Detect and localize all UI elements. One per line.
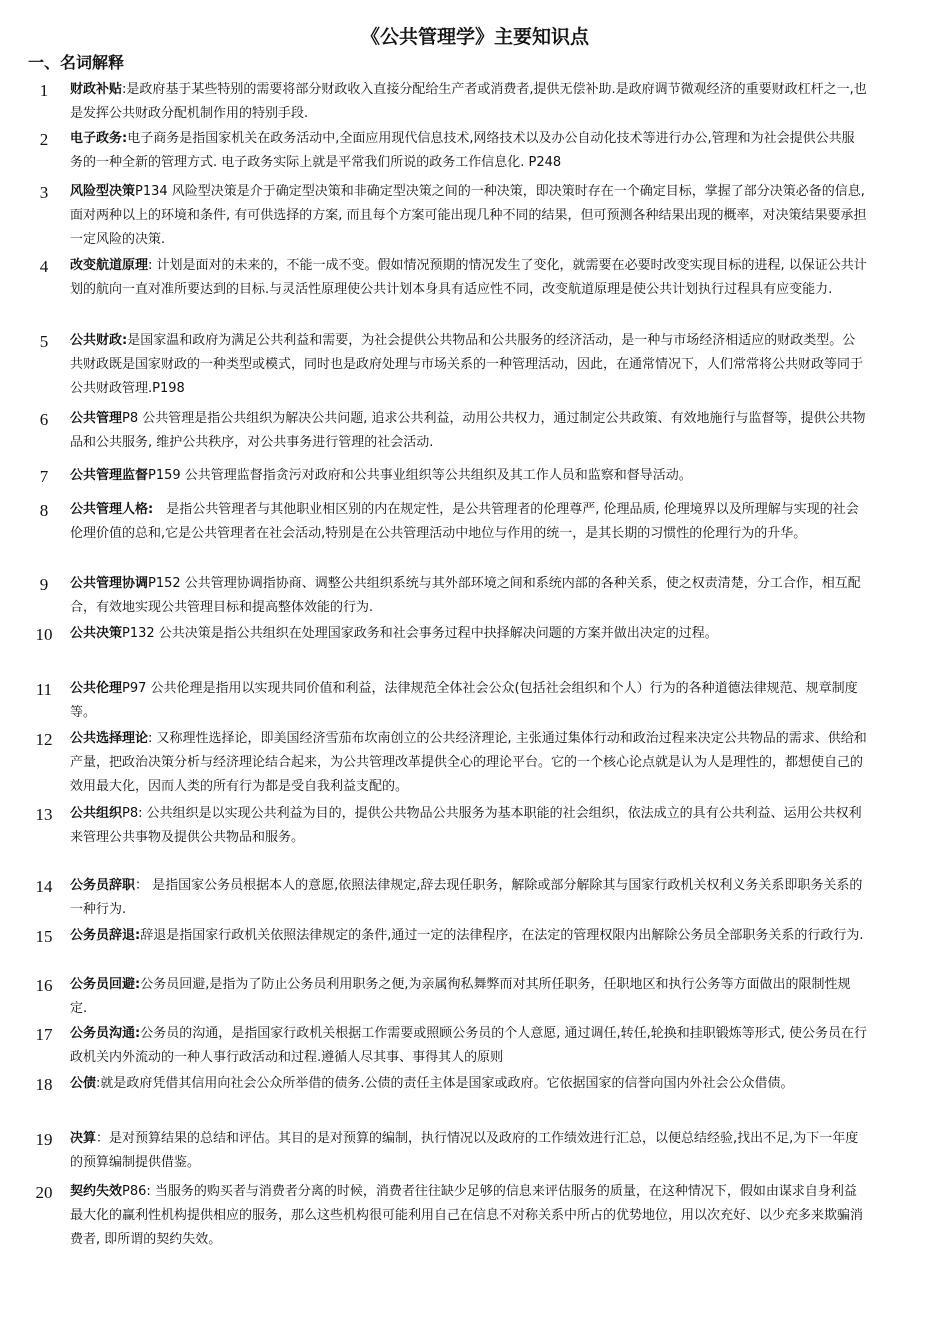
entry-number: 13 — [35, 805, 53, 824]
document-title: 《公共管理学》主要知识点 — [360, 26, 589, 48]
entry-number: 8 — [39, 501, 49, 520]
entry-term: 风险型决策 — [70, 184, 136, 199]
entry-text: 电子商务是指国家机关在政务活动中,全面应用现代信息技术,网络技术以及办公自动化技术等进行办公,管理和为社会提供公共服务的一种全新的管理方式. 电子政务实际上就是平常我们所说的政务工作信息化. P248 — [70, 131, 855, 170]
entry-number: 12 — [35, 730, 53, 749]
entry-term: 契约失效 — [70, 1184, 123, 1199]
entry-number: 14 — [35, 877, 53, 896]
entry-number: 20 — [35, 1183, 53, 1202]
entry-term: 公共选择理论 — [70, 731, 149, 746]
entry-text: P132 公共决策是指公共组织在处理国家政务和社会事务过程中抉择解决问题的方案并做出决定的过程。 — [122, 626, 718, 641]
entry-term: 改变航道原理 — [70, 258, 149, 273]
entry-term: 公共管理协调 — [70, 576, 149, 591]
entry-number: 16 — [35, 976, 53, 995]
entry-number: 4 — [39, 257, 49, 276]
entry-text: P8: 公共组织是以实现公共利益为目的，提供公共物品公共服务为基本职能的社会组织，依法成立的具有公共利益、运用公共权利来管理公共事物及提供公共物品和服务。 — [70, 806, 862, 845]
entry-term: 公务员回避: — [70, 977, 141, 992]
entry-text: 是指公共管理者与其他职业相区别的内在规定性，是公共管理者的伦理尊严, 伦理品质, 伦理境界以及所理解与实现的社会伦理价值的总和,它是公共管理者在社会活动,特别是在公共管理活动中地位与作用的统一，是其长期的习惯性的伦理行为的升华。 — [70, 502, 859, 541]
entry-number: 7 — [39, 467, 49, 486]
entry-term: 公共决策 — [70, 626, 123, 641]
entry-term: 公共伦理 — [70, 681, 123, 696]
entry-number: 9 — [39, 575, 49, 594]
entry-number: 17 — [35, 1025, 53, 1044]
entry-term: 公务员沟通: — [70, 1026, 141, 1041]
entry-text: :是政府基于某些特别的需要将部分财政收入直接分配给生产者或消费者,提供无偿补助.是政府调节微观经济的重要财政杠杆之一,也是发挥公共财政分配机制作用的特别手段. — [70, 82, 867, 121]
entry-term: 公务员辞职 — [70, 878, 136, 893]
entry-term: 公共管理人格: — [70, 502, 154, 517]
entry-number: 11 — [35, 680, 53, 699]
entry-text: : 又称理性选择论，即美国经济雪茄布坎南创立的公共经济理论, 主张通过集体行动和政治过程来决定公共物品的需求、供给和产量，把政治决策分析与经济理论结合起来，为公共管理改革提供全心的理论平台。它的一个核心论点就是认为人是理性的，都想使自己的效用最大化，因而人类的所有行为都是受自我利益支配的。 — [70, 731, 867, 794]
entry-text: 辞退是指国家行政机关依照法律规定的条件,通过一定的法律程序，在法定的管理权限内出解除公务员全部职务关系的行政行为. — [140, 928, 864, 943]
entry-term: 公共财政: — [70, 333, 128, 348]
entry-term: 公务员辞退: — [70, 928, 141, 943]
entry-number: 2 — [39, 130, 49, 149]
entry-text: ： 是指国家公务员根据本人的意愿,依照法律规定,辞去现任职务，解除或部分解除其与国家行政机关权利义务关系即职务关系的一种行为. — [70, 878, 863, 917]
entry-term: 公债 — [70, 1076, 97, 1091]
entry-term: 公共管理 — [70, 411, 123, 426]
entry-term: 公共管理监督 — [70, 468, 149, 483]
entry-text: P8 公共管理是指公共组织为解决公共问题, 追求公共利益，动用公共权力，通过制定公共政策、有效地施行与监督等，提供公共物品和公共服务, 维护公共秩序，对公共事务进行管理的社会活动. — [70, 411, 866, 450]
entry-text: P86: 当服务的购买者与消费者分离的时候，消费者往往缺少足够的信息来评估服务的质量，在这种情况下，假如由谋求自身利益最大化的赢利性机构提供相应的服务，那么这些机构很可能利用自己在信息不对称关系中所占的优势地位，用以次充好、以少充多来欺骗消费者, 即所谓的契约失效。 — [70, 1184, 864, 1247]
entry-text: ：是对预算结果的总结和评估。其目的是对预算的编制，执行情况以及政府的工作绩效进行汇总，以便总结经验,找出不足,为下一年度的预算编制提供借鉴。 — [70, 1131, 859, 1170]
entry-text: :就是政府凭借其信用向社会公众所举借的债务.公债的责任主体是国家或政府。它依据国家的信誉向国内外社会公众借债。 — [96, 1076, 794, 1091]
entry-term: 财政补贴 — [70, 82, 123, 97]
entry-number: 3 — [39, 183, 49, 202]
entry-term: 电子政务: — [70, 131, 128, 146]
entry-text: 是国家温和政府为满足公共利益和需要，为社会提供公共物品和公共服务的经济活动，是一种与市场经济相适应的财政类型。公共财政既是国家财政的一种类型或模式，同时也是政府处理与市场关系的一种管理活动，因此，在通常情况下，人们常常将公共财政等同于公共财政管理.P198 — [70, 333, 864, 396]
entry-text: P97 公共伦理是指用以实现共同价值和利益，法律规范全体社会公众(包括社会组织和个人）行为的各种道德法律规范、规章制度等。 — [70, 681, 858, 720]
section-heading: 一、名词解释 — [28, 53, 125, 72]
entry-text: 公务员的沟通，是指国家行政机关根据工作需要或照顾公务员的个人意愿, 通过调任,转任,轮换和挂职锻炼等形式, 使公务员在行政机关内外流动的一种人事行政活动和过程.遵循人尽其事、事得其人的原则 — [70, 1026, 867, 1065]
entry-text: : 计划是面对的未来的，不能一成不变。假如情况预期的情况发生了变化，就需要在必要时改变实现目标的进程, 以保证公共计划的航向一直对准所要达到的目标.与灵活性原理使公共计划本身具有适应性不同，改变航道原理是使公共计划执行过程具有应变能力. — [70, 258, 867, 297]
entry-number: 6 — [39, 410, 49, 429]
entry-text: 公务员回避,是指为了防止公务员利用职务之便,为亲属徇私舞弊而对其所任职务，任职地区和执行公务等方面做出的限制性规定. — [70, 977, 851, 1016]
entry-number: 5 — [39, 332, 49, 351]
entry-text: P152 公共管理协调指协商、调整公共组织系统与其外部环境之间和系统内部的各种关系，使之权责清楚，分工合作，相互配合，有效地实现公共管理目标和提高整体效能的行为. — [70, 576, 861, 615]
entry-text: P134 风险型决策是介于确定型决策和非确定型决策之间的一种决策，即决策时存在一个确定目标，掌握了部分决策必备的信息, 面对两种以上的环境和条件, 有可供选择的方案, 而且每个方案可能出现几种不同的结果，但可预测各种结果出现的概率，对决策结果要承担一定风险的决策. — [70, 184, 867, 247]
entry-number: 10 — [35, 625, 53, 644]
entry-number: 1 — [39, 81, 49, 100]
entry-number: 15 — [35, 927, 53, 946]
entry-term: 决算 — [70, 1131, 97, 1146]
entry-number: 19 — [35, 1130, 53, 1149]
entry-number: 18 — [35, 1075, 53, 1094]
entry-text: P159 公共管理监督指贪污对政府和公共事业组织等公共组织及其工作人员和监察和督导活动。 — [148, 468, 692, 483]
entry-term: 公共组织 — [70, 806, 123, 821]
